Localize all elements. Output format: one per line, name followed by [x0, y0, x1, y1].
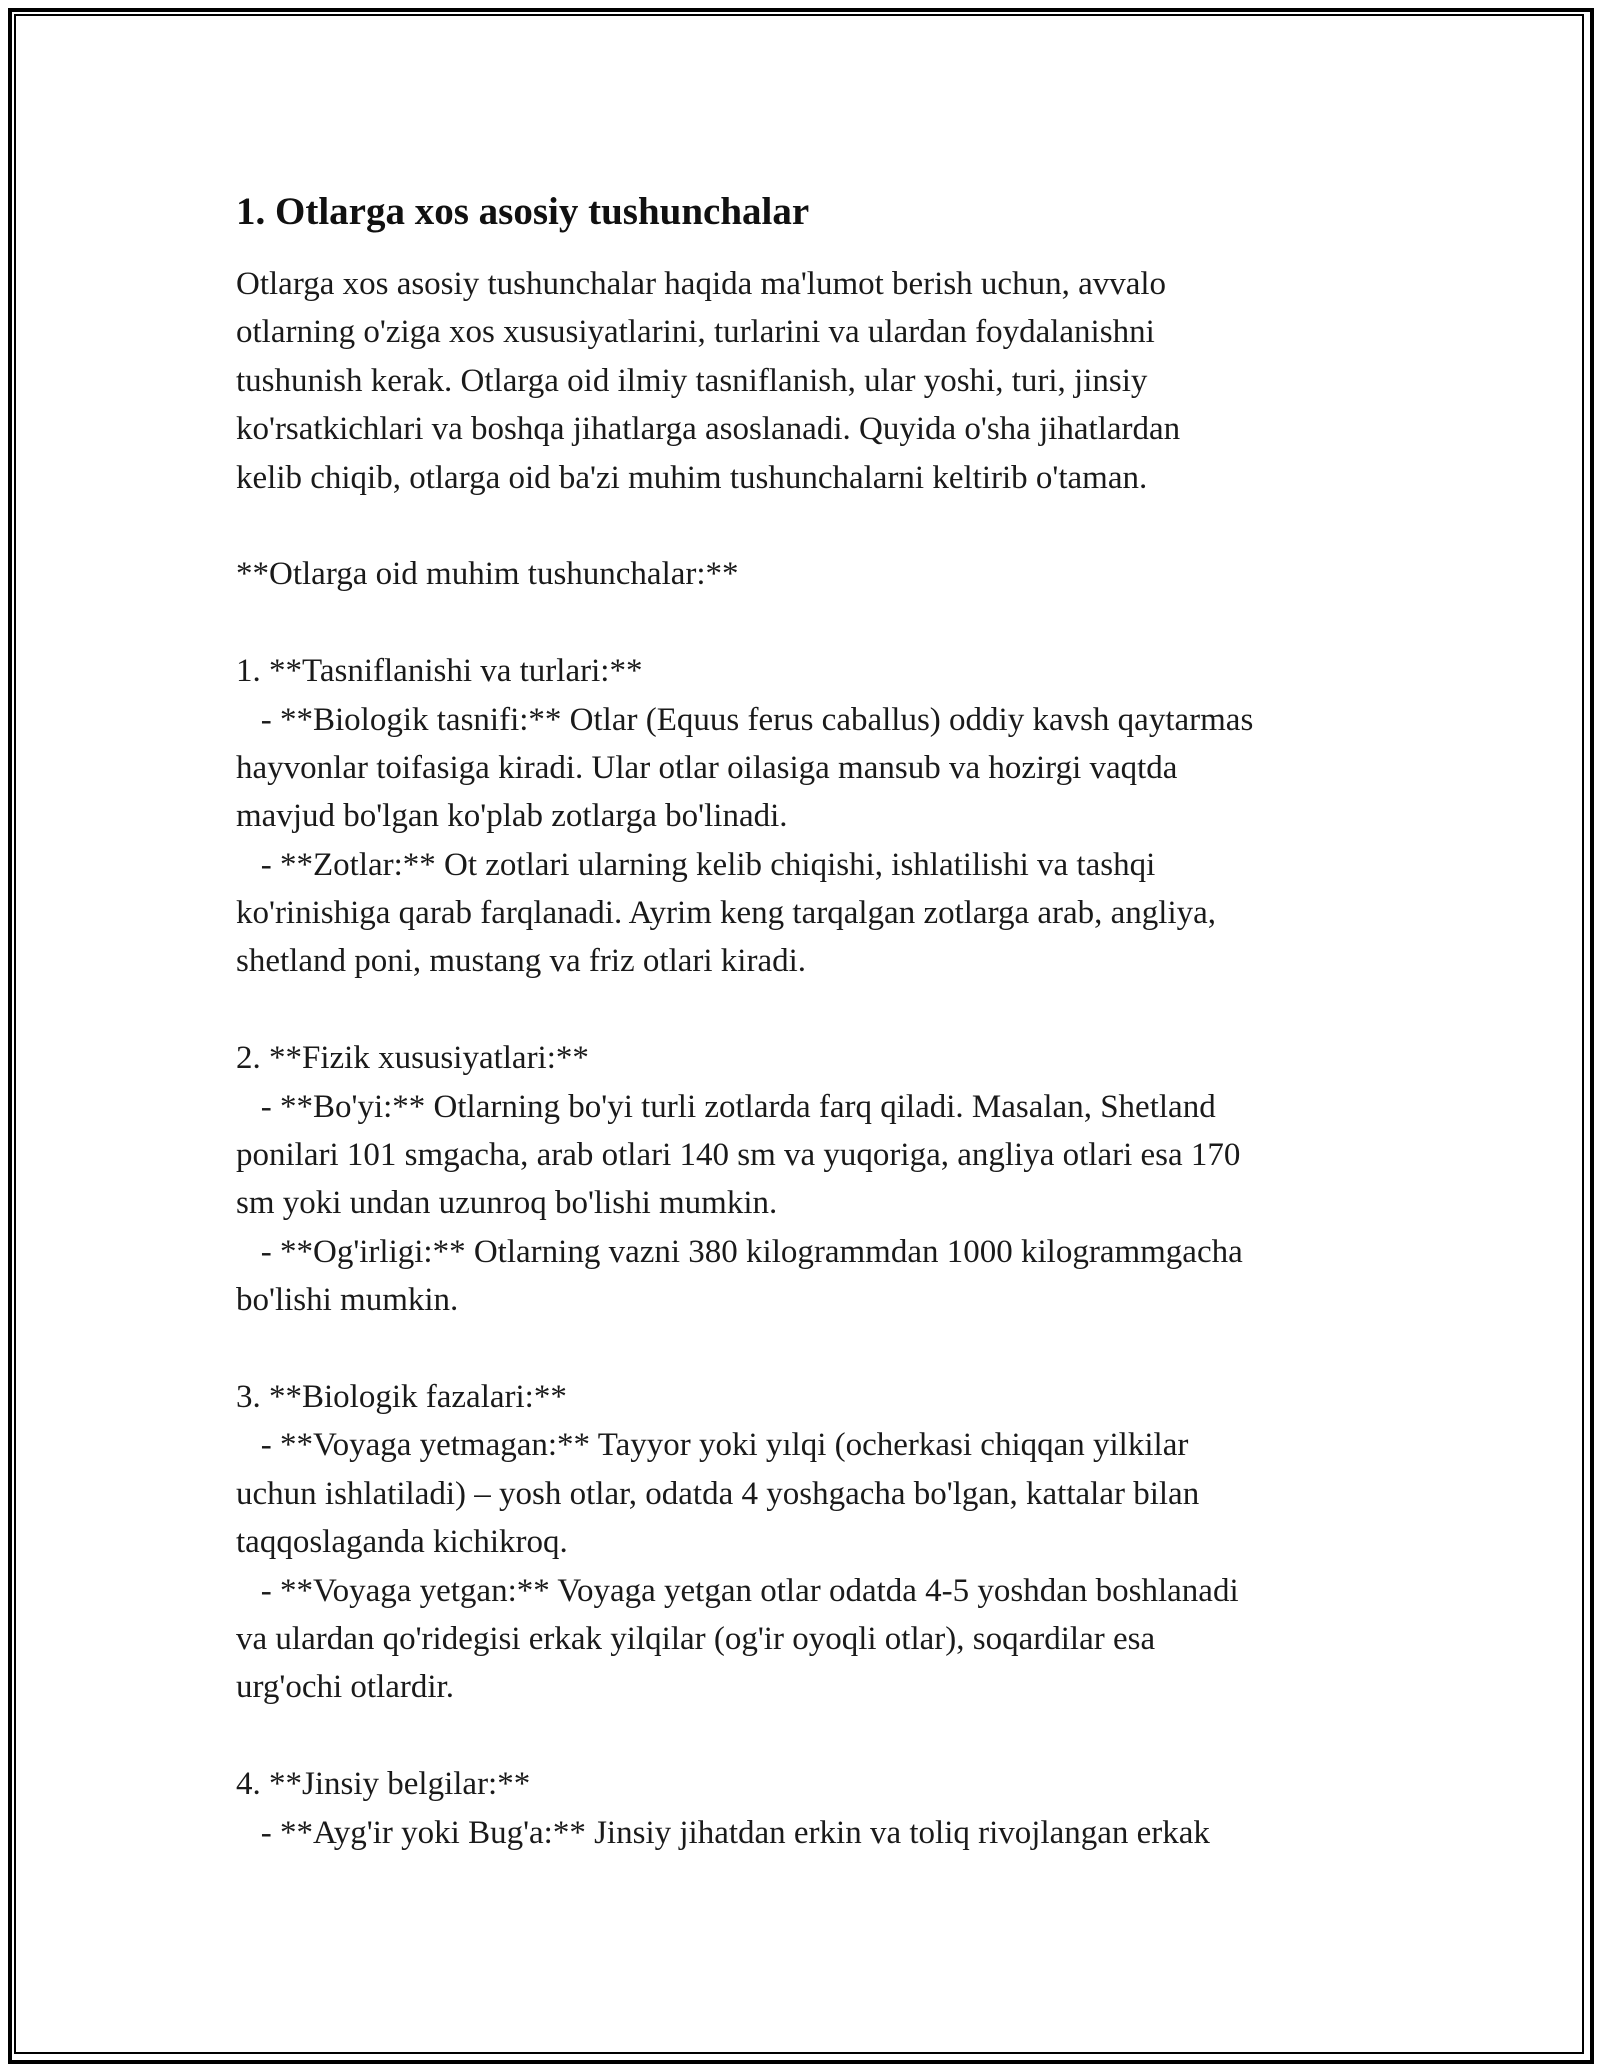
list-line: sm yoki undan uzunroq bo'lishi mumkin. [236, 1185, 778, 1222]
list-line: mavjud bo'lgan ko'plab zotlarga bo'linadi. [236, 798, 788, 835]
intro-line: kelib chiqib, otlarga oid ba'zi muhim tushunchalarni keltirib o'taman. [236, 459, 1148, 496]
intro-line: ko'rsatkichlari va boshqa jihatlarga asoslanadi. Quyida o'sha jihatlardan [236, 411, 1181, 448]
list-line: shetland poni, mustang va friz otlari kiradi. [236, 943, 807, 980]
intro-line: tushunish kerak. Otlarga oid ilmiy tasniflanish, ular yoshi, turi, jinsiy [236, 362, 1148, 399]
document-body [236, 186, 1386, 1857]
list-line: - **Ayg'ir yoki Bug'a:** Jinsiy jihatdan erkin va toliq rivojlangan erkak [236, 1814, 1210, 1851]
list-line: 3. **Biologik fazalari:** [236, 1378, 567, 1415]
section-heading: 1. Otlarga xos asosiy tushunchalar [236, 190, 810, 233]
list-line: ponilari 101 smgacha, arab otlari 140 sm va yuqoriga, angliya otlari esa 170 [236, 1137, 1241, 1174]
list-section-sex-traits [236, 1760, 1386, 1857]
list-line: 1. **Tasniflanishi va turlari:** [236, 653, 643, 690]
list-line: urg'ochi otlardir. [236, 1669, 454, 1706]
list-line: - **Biologik tasnifi:** Otlar (Equus ferus caballus) oddiy kavsh qaytarmas [236, 701, 1254, 738]
list-section-physical [236, 1034, 1386, 1324]
list-line: hayvonlar toifasiga kiradi. Ular otlar oilasiga mansub va hozirgi vaqtda [236, 749, 1178, 786]
list-section-classification [236, 647, 1386, 986]
list-line: taqqoslaganda kichikroq. [236, 1524, 568, 1561]
list-line: - **Voyaga yetmagan:** Tayyor yoki yılqi (ocherkasi chiqqan yilkilar [236, 1427, 1189, 1464]
list-line: 4. **Jinsiy belgilar:** [236, 1766, 531, 1803]
list-line: ko'rinishiga qarab farqlanadi. Ayrim keng tarqalgan zotlarga arab, angliya, [236, 895, 1217, 932]
list-line: - **Voyaga yetgan:** Voyaga yetgan otlar odatda 4-5 yoshdan boshlanadi [236, 1572, 1239, 1609]
list-line: uchun ishlatiladi) – yosh otlar, odatda 4 yoshgacha bo'lgan, kattalar bilan [236, 1475, 1200, 1512]
subheading-line: **Otlarga oid muhim tushunchalar:** [236, 556, 739, 593]
intro-line: otlarning o'ziga xos xususiyatlarini, turlarini va ulardan foydalanishni [236, 314, 1155, 351]
list-line: - **Bo'yi:** Otlarning bo'yi turli zotlarda farq qiladi. Masalan, Shetland [236, 1088, 1216, 1125]
intro-line: Otlarga xos asosiy tushunchalar haqida ma'lumot berish uchun, avvalo [236, 266, 1167, 302]
intro-paragraph [236, 260, 1386, 502]
list-section-biological-phases [236, 1373, 1386, 1712]
list-line: - **Zotlar:** Ot zotlari ularning kelib chiqishi, ishlatilishi va tashqi [236, 846, 1156, 883]
list-line: bo'lishi mumkin. [236, 1282, 459, 1319]
list-line: 2. **Fizik xususiyatlari:** [236, 1040, 589, 1077]
list-line: va ulardan qo'ridegisi erkak yilqilar (og'ir oyoqli otlar), soqardilar esa [236, 1620, 1156, 1657]
subheading-paragraph [236, 550, 1386, 598]
list-line: - **Og'irligi:** Otlarning vazni 380 kilogrammdan 1000 kilogrammgacha [236, 1233, 1243, 1270]
